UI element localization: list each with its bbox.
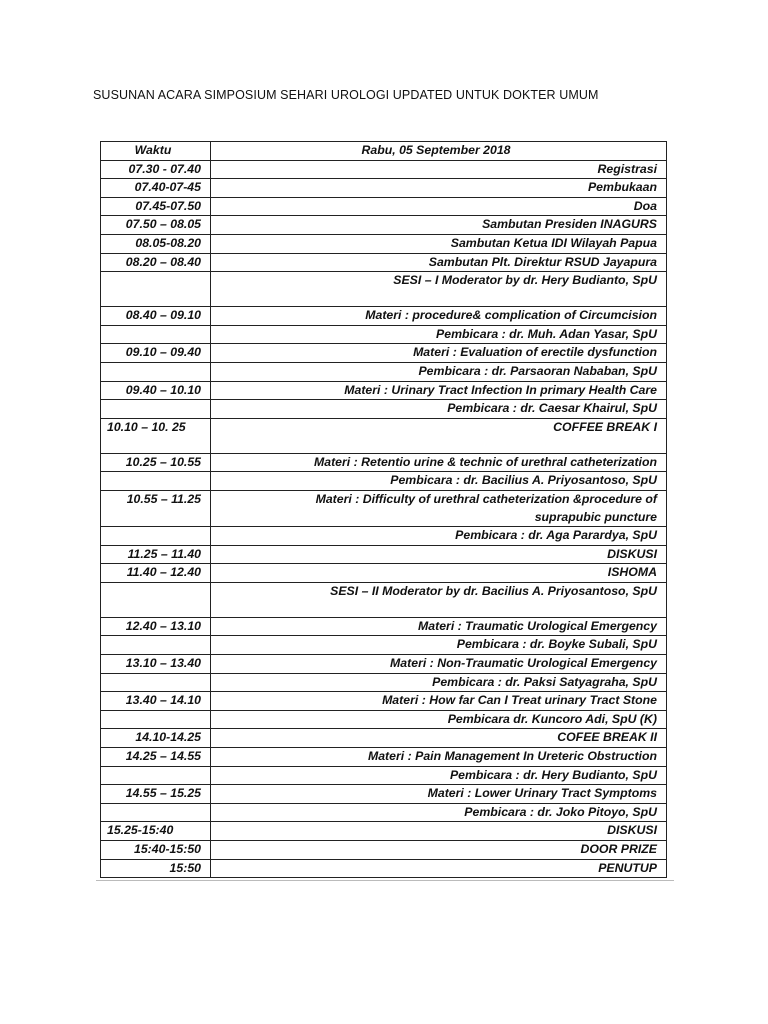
table-header-row	[101, 142, 667, 161]
table-row	[101, 197, 667, 216]
row-text: Pembicara : dr. Paksi Satyagraha, SpU	[211, 673, 667, 692]
session-title: SESI – I Moderator by dr. Hery Budianto, SpU	[211, 272, 667, 307]
row-time	[101, 472, 211, 491]
row-time	[101, 362, 211, 381]
row-text: ISHOMA	[211, 564, 667, 583]
row-text: Materi : procedure& complication of Circumcision	[211, 307, 667, 326]
table-row	[101, 822, 667, 841]
table-row	[101, 729, 667, 748]
row-text-line-2: suprapubic puncture	[534, 509, 657, 524]
session-row	[101, 582, 667, 617]
row-text: Pembicara : dr. Muh. Adan Yasar, SpU	[211, 325, 667, 344]
table-row	[101, 766, 667, 785]
row-time	[101, 400, 211, 419]
table-row	[101, 655, 667, 674]
row-time: 15.25-15:40	[101, 822, 211, 841]
table-row	[101, 636, 667, 655]
session-title: SESI – II Moderator by dr. Bacilius A. Priyosantoso, SpU	[211, 582, 667, 617]
row-time: 07.40-07-45	[101, 179, 211, 198]
row-text: Sambutan Presiden INAGURS	[211, 216, 667, 235]
row-text: Materi : Evaluation of erectile dysfunction	[211, 344, 667, 363]
document-title: SUSUNAN ACARA SIMPOSIUM SEHARI UROLOGI UPDATED UNTUK DOKTER UMUM	[93, 88, 599, 102]
row-time: 15:40-15:50	[101, 841, 211, 860]
row-text: DOOR PRIZE	[211, 841, 667, 860]
row-time: 07.30 - 07.40	[101, 160, 211, 179]
table-row	[101, 803, 667, 822]
row-text: Pembicara dr. Kuncoro Adi, SpU (K)	[211, 710, 667, 729]
table-row	[101, 253, 667, 272]
table-row	[101, 472, 667, 491]
row-text: Materi : How far Can I Treat urinary Tract Stone	[211, 692, 667, 711]
table-row	[101, 859, 667, 878]
row-time: 09.40 – 10.10	[101, 381, 211, 400]
header-time: Waktu	[101, 142, 211, 161]
table-row	[101, 490, 667, 526]
row-text: Pembicara : dr. Parsaoran Nababan, SpU	[211, 362, 667, 381]
row-text-line-1: Materi : Difficulty of urethral catheterization &procedure of	[315, 491, 657, 506]
table-row	[101, 234, 667, 253]
row-text: COFFEE BREAK I	[211, 418, 667, 453]
row-text: Materi : Lower Urinary Tract Symptoms	[211, 785, 667, 804]
row-time: 14.10-14.25	[101, 729, 211, 748]
table-row	[101, 673, 667, 692]
row-time	[101, 582, 211, 617]
row-time: 13.40 – 14.10	[101, 692, 211, 711]
row-time: 09.10 – 09.40	[101, 344, 211, 363]
row-text: Materi : Pain Management In Ureteric Obstruction	[211, 748, 667, 767]
table-row	[101, 748, 667, 767]
row-text: COFEE BREAK II	[211, 729, 667, 748]
row-text: Pembicara : dr. Bacilius A. Priyosantoso, SpU	[211, 472, 667, 491]
row-time: 08.40 – 09.10	[101, 307, 211, 326]
row-text: Pembicara : dr. Hery Budianto, SpU	[211, 766, 667, 785]
row-text	[211, 490, 667, 526]
row-text: Doa	[211, 197, 667, 216]
footer-rule	[96, 880, 674, 881]
row-time: 08.20 – 08.40	[101, 253, 211, 272]
break-row	[101, 418, 667, 453]
table-row	[101, 325, 667, 344]
row-text: Pembicara : dr. Caesar Khairul, SpU	[211, 400, 667, 419]
row-time: 10.10 – 10. 25	[101, 418, 211, 453]
table-row	[101, 307, 667, 326]
table-row	[101, 617, 667, 636]
table-row	[101, 564, 667, 583]
session-row	[101, 272, 667, 307]
row-time	[101, 710, 211, 729]
table-row	[101, 453, 667, 472]
table-row	[101, 400, 667, 419]
row-time	[101, 673, 211, 692]
row-text: Materi : Traumatic Urological Emergency	[211, 617, 667, 636]
row-time	[101, 272, 211, 307]
table-row	[101, 545, 667, 564]
row-time: 07.50 – 08.05	[101, 216, 211, 235]
row-text: Sambutan Ketua IDI Wilayah Papua	[211, 234, 667, 253]
table-row	[101, 216, 667, 235]
row-time: 13.10 – 13.40	[101, 655, 211, 674]
row-time: 11.25 – 11.40	[101, 545, 211, 564]
row-time: 14.55 – 15.25	[101, 785, 211, 804]
row-time: 11.40 – 12.40	[101, 564, 211, 583]
row-text: Sambutan Plt. Direktur RSUD Jayapura	[211, 253, 667, 272]
row-time: 08.05-08.20	[101, 234, 211, 253]
row-text: Pembicara : dr. Joko Pitoyo, SpU	[211, 803, 667, 822]
row-text: Pembicara : dr. Aga Parardya, SpU	[211, 527, 667, 546]
table-row	[101, 344, 667, 363]
header-date: Rabu, 05 September 2018	[211, 142, 667, 161]
row-text: DISKUSI	[211, 822, 667, 841]
table-row	[101, 381, 667, 400]
table-row	[101, 179, 667, 198]
row-text: Materi : Non-Traumatic Urological Emergency	[211, 655, 667, 674]
table-row	[101, 160, 667, 179]
row-text: PENUTUP	[211, 859, 667, 878]
table-row	[101, 527, 667, 546]
row-text: Pembukaan	[211, 179, 667, 198]
table-row	[101, 692, 667, 711]
table-row	[101, 841, 667, 860]
table-row	[101, 362, 667, 381]
row-time: 10.25 – 10.55	[101, 453, 211, 472]
table-row	[101, 710, 667, 729]
row-text: Materi : Retentio urine & technic of urethral catheterization	[211, 453, 667, 472]
row-time: 07.45-07.50	[101, 197, 211, 216]
row-text: Materi : Urinary Tract Infection In primary Health Care	[211, 381, 667, 400]
row-text: Pembicara : dr. Boyke Subali, SpU	[211, 636, 667, 655]
row-time: 12.40 – 13.10	[101, 617, 211, 636]
row-time: 15:50	[101, 859, 211, 878]
row-time	[101, 766, 211, 785]
table-row	[101, 785, 667, 804]
row-text: DISKUSI	[211, 545, 667, 564]
schedule-table	[100, 141, 667, 878]
row-time	[101, 636, 211, 655]
row-text: Registrasi	[211, 160, 667, 179]
row-time	[101, 803, 211, 822]
row-time: 14.25 – 14.55	[101, 748, 211, 767]
row-time: 10.55 – 11.25	[101, 490, 211, 526]
row-time	[101, 527, 211, 546]
row-time	[101, 325, 211, 344]
